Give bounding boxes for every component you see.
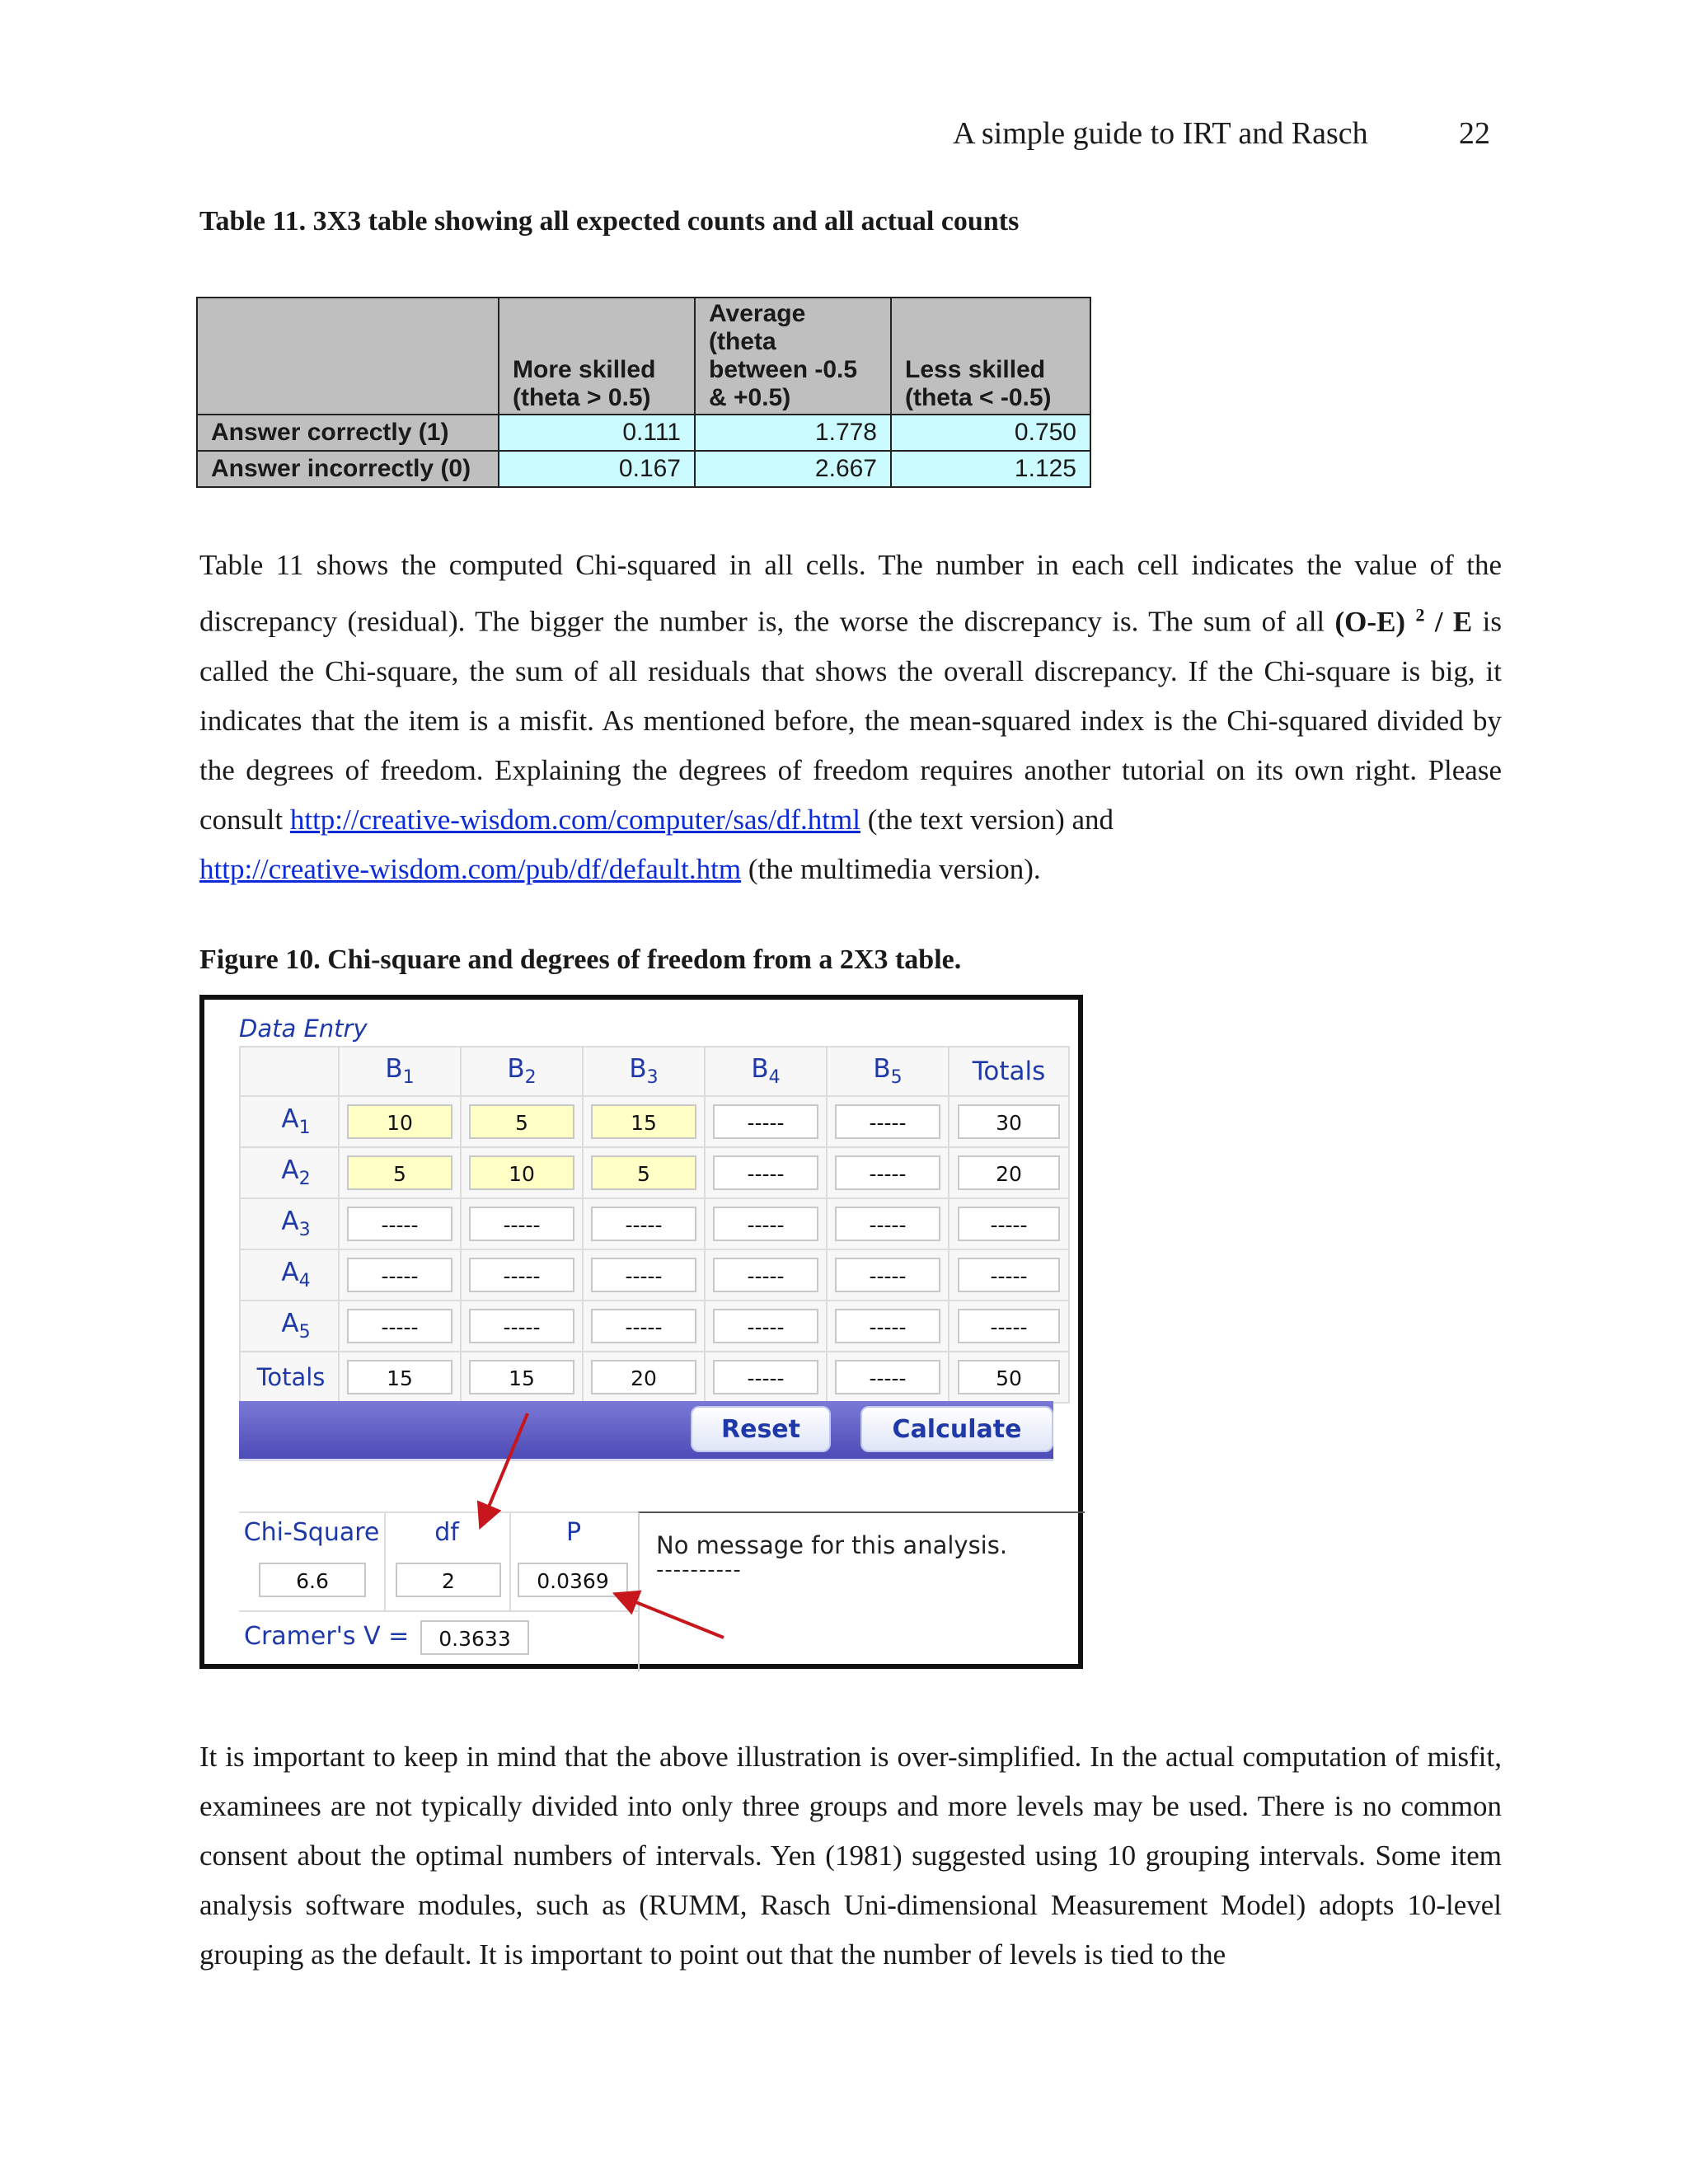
grid-row-a4 [240,1249,1069,1301]
cell-input[interactable]: 5 [469,1104,574,1139]
row-total: ----- [958,1258,1060,1292]
table11-cell: 0.167 [499,451,695,487]
cell-input[interactable]: 5 [591,1155,696,1190]
col-header-b2: $B_2$ [461,1047,583,1096]
table11-row-label: Answer incorrectly (0) [197,451,499,487]
grid-cell [461,1301,583,1352]
grid-row-a3 [240,1198,1069,1249]
grid-cell [949,1147,1069,1198]
col-header-b5: $B_5$ [827,1047,949,1096]
grid-cell [827,1352,949,1403]
grid-cell [949,1198,1069,1249]
cell-input[interactable]: 10 [347,1104,452,1139]
grid-cell [339,1147,461,1198]
cell-input[interactable]: ----- [591,1258,696,1292]
data-entry-grid [239,1046,1070,1404]
message-text: No message for this analysis. [656,1531,1008,1559]
column-total: ----- [713,1360,818,1394]
cell-input[interactable]: ----- [591,1207,696,1241]
table11-row-label: Answer correctly (1) [197,415,499,451]
running-title: A simple guide to IRT and Rasch [953,116,1368,151]
cramers-v-value: 0.3633 [420,1620,529,1655]
df-multimedia-link[interactable]: http://creative-wisdom.com/pub/df/default.htm [199,852,742,885]
table11 [196,297,1091,488]
message-rule: ---------- [656,1558,742,1582]
cell-input[interactable]: ----- [469,1207,574,1241]
running-header [953,115,1490,152]
paragraph-body [199,541,1502,845]
table11-cell: 0.111 [499,415,695,451]
grid-row-totals [240,1352,1069,1403]
row-header-a4: $A_4$ [240,1249,339,1301]
grid-cell [827,1147,949,1198]
cell-input[interactable]: ----- [835,1207,940,1241]
cell-input[interactable]: ----- [835,1155,940,1190]
row-total: ----- [958,1207,1060,1241]
grid-cell [583,1249,705,1301]
table11-cell: 2.667 [695,451,891,487]
cramers-v-label: Cramer's V = [244,1622,410,1651]
formula-tail: / E [1424,605,1473,638]
table11-cell: 1.125 [891,451,1090,487]
grid-cell [339,1096,461,1147]
paragraph-text: Table 11 shows the computed Chi-squared in all cells. The number in each cell indicates the value of the discrepancy (residual). The bigger the number is, the worse the discrepancy is. The sum of all [199,549,1502,638]
grid-cell [461,1249,583,1301]
grid-cell [705,1352,827,1403]
action-bar [239,1401,1053,1461]
row-header-a1: $A_1$ [240,1096,339,1147]
grid-cell [583,1352,705,1403]
cell-input[interactable]: ----- [347,1258,452,1292]
grid-cell [339,1352,461,1403]
grid-cell [583,1198,705,1249]
df-text-link[interactable]: http://creative-wisdom.com/computer/sas/df.html [289,803,860,836]
cell-input[interactable]: ----- [835,1104,940,1139]
p-value: 0.0369 [518,1563,628,1597]
formula-base: (O-E) [1334,605,1406,638]
message-panel [638,1511,1085,1671]
table11-cell: 1.778 [695,415,891,451]
grid-cell [949,1352,1069,1403]
paragraph-grouping [199,1732,1502,1980]
grid-cell [827,1301,949,1352]
grid-cell [949,1096,1069,1147]
cell-input[interactable]: ----- [591,1309,696,1343]
row-header-a5: $A_5$ [240,1301,339,1352]
figure10-caption: Figure 10. Chi-square and degrees of freedom from a 2X3 table. [199,944,962,975]
formula [1335,606,1473,638]
formula-exponent: 2 [1415,604,1425,625]
column-total: ----- [835,1360,940,1394]
row-total: 20 [958,1155,1060,1190]
divider [239,1610,638,1612]
cell-input[interactable]: ----- [713,1207,818,1241]
cell-input[interactable]: ----- [713,1258,818,1292]
paragraph-text: is called the Chi-square, the sum of all residuals that shows the overall discrepancy. If the Chi-square is big, it indicates that the item is a misfit. As mentioned before, the mean-squared index is the Chi-squared divided by the degrees of freedom. Explaining the degrees of freedom requires another tutorial on its own right. Please consult [199,605,1502,836]
table11-col-header: Average (theta between -0.5 & +0.5) [695,298,891,415]
chi-square-calculator [199,995,1083,1669]
grid-cell [705,1249,827,1301]
row-header-totals: Totals [240,1352,339,1403]
col-header-b3: $B_3$ [583,1047,705,1096]
grid-row-a5 [240,1301,1069,1352]
grid-header-row [240,1047,1069,1096]
table11-col-header: Less skilled (theta < -0.5) [891,298,1090,415]
table11-header-row [197,298,1090,415]
column-total: 15 [347,1360,452,1394]
column-total: 20 [591,1360,696,1394]
col-header-b1: $B_1$ [339,1047,461,1096]
cell-input[interactable]: 15 [591,1104,696,1139]
cell-input[interactable]: ----- [347,1309,452,1343]
grid-cell [827,1249,949,1301]
grid-cell [949,1249,1069,1301]
grid-cell [339,1198,461,1249]
grid-cell [583,1096,705,1147]
table-row [197,451,1090,487]
cell-input[interactable]: ----- [347,1207,452,1241]
table-row [197,415,1090,451]
reset-button[interactable]: Reset [691,1406,831,1452]
column-total: 15 [469,1360,574,1394]
grand-total: 50 [958,1360,1060,1394]
cell-input[interactable]: 5 [347,1155,452,1190]
grid-cell [949,1301,1069,1352]
cell-input[interactable]: ----- [835,1309,940,1343]
paragraph-body: It is important to keep in mind that the above illustration is over-simplified. In the actual computation of misfit, examinees are not typically divided into only three groups and more levels may be used. There is no common consent about the optimal numbers of intervals. Yen (1981) suggested using 10 grouping intervals. Some item analysis software modules, such as (RUMM, Rasch Uni-dimensional Measurement Model) adopts 10-level grouping as the default. It is important to point out that the number of levels is tied to the [199,1741,1502,1971]
cell-input[interactable]: 10 [469,1155,574,1190]
grid-cell [461,1352,583,1403]
cell-input[interactable]: ----- [713,1104,818,1139]
data-entry-title: Data Entry [239,1015,368,1043]
grid-cell [705,1301,827,1352]
grid-cell [461,1147,583,1198]
df-value: 2 [396,1563,501,1597]
grid-row-a2 [240,1147,1069,1198]
p-label: P [565,1518,582,1547]
calculate-button[interactable]: Calculate [860,1406,1053,1452]
grid-cell [339,1249,461,1301]
grid-cell [827,1198,949,1249]
cell-input[interactable]: ----- [469,1309,574,1343]
grid-corner [240,1047,339,1096]
grid-cell [339,1301,461,1352]
paragraph-chi-square [199,541,1502,894]
df-label: df [434,1518,459,1547]
grid-cell [583,1147,705,1198]
results-panel [239,1511,638,1668]
chi-square-value: 6.6 [259,1563,366,1597]
cell-input[interactable]: ----- [713,1155,818,1190]
chi-square-label: Chi-Square [243,1518,380,1547]
page-number: 22 [1459,116,1490,151]
row-total: 30 [958,1104,1060,1139]
row-header-a2: $A_2$ [240,1147,339,1198]
col-header-b4: $B_4$ [705,1047,827,1096]
grid-cell [461,1096,583,1147]
cell-input[interactable]: ----- [469,1258,574,1292]
row-total: ----- [958,1309,1060,1343]
grid-cell [705,1096,827,1147]
grid-cell [461,1198,583,1249]
grid-row-a1 [240,1096,1069,1147]
table11-caption: Table 11. 3X3 table showing all expected counts and all actual counts [199,206,1020,237]
paragraph-text: (the text version) and [860,803,1114,836]
cell-input[interactable]: ----- [835,1258,940,1292]
grid-cell [705,1147,827,1198]
row-header-a3: $A_3$ [240,1198,339,1249]
table11-corner-cell [197,298,499,415]
paragraph-text: (the multimedia version). [741,852,1041,885]
cell-input[interactable]: ----- [713,1309,818,1343]
paragraph-line [199,845,1502,894]
grid-cell [705,1198,827,1249]
col-header-totals: Totals [949,1047,1069,1096]
table11-col-header: More skilled (theta > 0.5) [499,298,695,415]
table11-cell: 0.750 [891,415,1090,451]
grid-cell [583,1301,705,1352]
grid-cell [827,1096,949,1147]
